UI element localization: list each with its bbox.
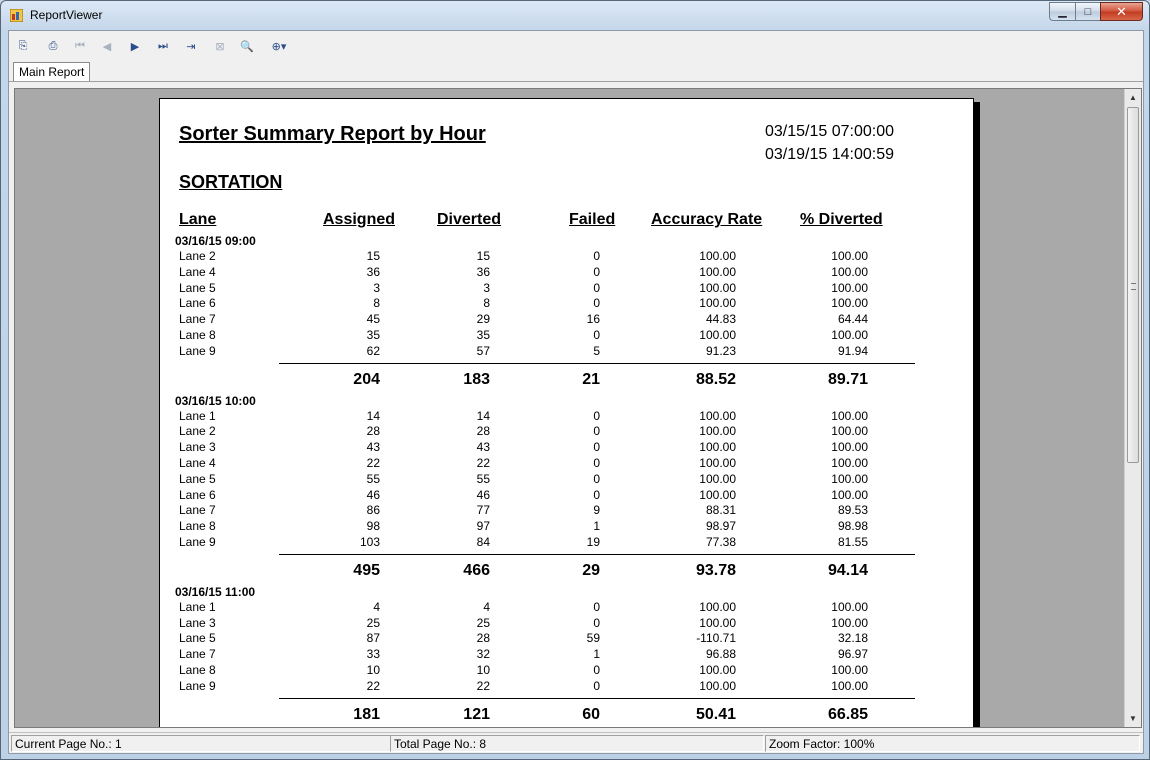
cell-pd: 100.00: [831, 471, 868, 486]
cell-lane: Lane 5: [179, 471, 216, 486]
cell-d: 10: [476, 663, 490, 677]
table-row: [160, 663, 975, 679]
cell-acc: -110.71: [696, 631, 736, 646]
cell-lane: Lane 9: [179, 535, 216, 549]
cell-a: 43: [366, 440, 380, 455]
column-header-pct-diverted: % Diverted: [800, 211, 883, 228]
cell-a: 46: [366, 487, 380, 502]
total-d: 121: [463, 705, 490, 723]
group-label: 03/16/15 10:00: [175, 393, 256, 408]
cell-pd: 96.97: [837, 647, 868, 662]
cell-acc: 100.00: [699, 328, 736, 342]
column-header-failed: Failed: [569, 211, 616, 228]
cell-acc: 100.00: [699, 296, 736, 311]
title-bar[interactable]: [1, 1, 1149, 29]
scrollbar-thumb[interactable]: [1127, 107, 1139, 463]
total-a: 495: [353, 561, 380, 579]
status-total-pages: Total Page No.: 8: [390, 735, 764, 752]
maximize-icon: □: [1084, 5, 1092, 18]
cell-pd: 100.00: [831, 456, 868, 470]
table-row: [160, 265, 975, 281]
cell-acc: 44.83: [705, 312, 736, 327]
total-d: 466: [463, 561, 490, 579]
total-f: 21: [582, 370, 600, 388]
cell-f: 0: [593, 456, 600, 470]
zoom-button[interactable]: [265, 37, 293, 55]
cell-f: 0: [593, 264, 600, 279]
window-title: ReportViewer: [30, 8, 103, 22]
cell-pd: 100.00: [831, 663, 868, 677]
cell-d: 29: [476, 312, 490, 327]
zoom-icon: ⊕▾: [271, 40, 287, 53]
column-header-lane: Lane: [179, 211, 217, 228]
cell-a: 86: [366, 503, 380, 518]
cell-a: 4: [373, 599, 380, 614]
minimize-button[interactable]: [1049, 2, 1075, 21]
cell-acc: 77.38: [705, 535, 736, 549]
column-header-accuracy-rate: Accuracy Rate: [651, 211, 763, 228]
cell-lane: Lane 6: [179, 296, 216, 311]
total-acc: 88.52: [695, 370, 736, 388]
table-row: [160, 249, 975, 265]
report-title: Sorter Summary Report by Hour: [179, 123, 486, 145]
status-bar: [9, 732, 1143, 753]
table-row: [160, 472, 975, 488]
table-row: [160, 535, 975, 551]
cell-acc: 100.00: [699, 264, 736, 279]
cell-f: 0: [593, 440, 600, 455]
cell-f: 1: [593, 519, 600, 534]
cell-acc: 100.00: [699, 280, 736, 295]
cell-acc: 96.88: [705, 647, 736, 662]
cell-d: 36: [476, 264, 490, 279]
cell-f: 0: [593, 328, 600, 342]
cell-a: 35: [366, 328, 380, 342]
table-row: [160, 488, 975, 504]
previous-page-button[interactable]: [97, 37, 117, 55]
cell-acc: 100.00: [699, 440, 736, 455]
cell-lane: Lane 1: [179, 599, 216, 614]
cell-pd: 100.00: [831, 264, 868, 279]
cell-acc: 100.00: [699, 424, 736, 439]
scroll-up-icon[interactable]: ▲: [1129, 93, 1137, 102]
cell-lane: Lane 8: [179, 519, 216, 534]
app-icon: [10, 9, 23, 22]
cell-a: 28: [366, 424, 380, 439]
section-heading: SORTATION: [179, 172, 283, 192]
cell-acc: 100.00: [699, 408, 736, 423]
cell-d: 77: [476, 503, 490, 518]
cell-d: 22: [476, 678, 490, 693]
cell-a: 55: [366, 471, 380, 486]
column-header-diverted: Diverted: [437, 211, 502, 228]
cell-d: 35: [476, 328, 490, 342]
total-acc: 93.78: [695, 561, 736, 579]
cell-lane: Lane 3: [179, 615, 216, 630]
cell-pd: 91.94: [837, 343, 868, 358]
cell-lane: Lane 5: [179, 631, 216, 646]
cell-d: 32: [476, 647, 490, 662]
table-row: [160, 519, 975, 535]
cell-a: 25: [366, 615, 380, 630]
cell-pd: 100.00: [831, 599, 868, 614]
group-total-row: [160, 706, 975, 726]
last-page-icon: ⏭: [158, 39, 168, 52]
cell-pd: 100.00: [831, 249, 868, 263]
cell-f: 0: [593, 663, 600, 677]
find-icon: 🔍: [240, 40, 254, 53]
table-row: [160, 503, 975, 519]
client-area: [8, 30, 1144, 754]
cell-pd: 100.00: [831, 678, 868, 693]
cell-lane: Lane 9: [179, 343, 216, 358]
tab-main-report[interactable]: Main Report: [13, 62, 90, 82]
goto-page-icon: ⇥: [186, 40, 196, 53]
cell-pd: 100.00: [831, 280, 868, 295]
cell-f: 59: [586, 631, 600, 646]
table-row: [160, 616, 975, 632]
cell-a: 22: [366, 678, 380, 693]
cell-acc: 88.31: [705, 503, 736, 518]
next-page-button[interactable]: [125, 37, 145, 55]
status-zoom-factor: Zoom Factor: 100%: [765, 735, 1140, 752]
report-date-to: 03/19/15 14:00:59: [764, 146, 894, 163]
cell-d: 14: [476, 408, 490, 423]
cell-f: 5: [593, 343, 600, 358]
cell-d: 46: [476, 487, 490, 502]
cell-d: 28: [476, 631, 490, 646]
table-row: [160, 600, 975, 616]
cell-pd: 100.00: [831, 440, 868, 455]
cell-f: 9: [593, 503, 600, 518]
total-a: 181: [353, 705, 380, 723]
cell-pd: 100.00: [831, 487, 868, 502]
cell-lane: Lane 3: [179, 440, 216, 455]
cell-d: 4: [483, 599, 490, 614]
cell-d: 8: [483, 296, 490, 311]
previous-page-icon: ◀: [102, 40, 112, 53]
cell-a: 10: [366, 663, 380, 677]
total-separator: [279, 698, 915, 699]
cell-lane: Lane 2: [179, 249, 216, 263]
cell-f: 0: [593, 249, 600, 263]
cell-lane: Lane 4: [179, 264, 216, 279]
cell-acc: 100.00: [699, 249, 736, 263]
cell-d: 84: [476, 535, 490, 549]
cell-pd: 64.44: [837, 312, 868, 327]
cell-f: 19: [586, 535, 600, 549]
cell-lane: Lane 4: [179, 456, 216, 470]
cell-pd: 81.55: [837, 535, 868, 549]
print-button[interactable]: [43, 37, 63, 55]
first-page-button[interactable]: [70, 37, 90, 55]
cell-a: 3: [373, 280, 380, 295]
table-row: [160, 679, 975, 695]
cell-f: 0: [593, 487, 600, 502]
group-total-row: [160, 562, 975, 582]
grip-icon: [1131, 283, 1136, 290]
report-date-from: 03/15/15 07:00:00: [764, 123, 894, 140]
cell-pd: 89.53: [837, 503, 868, 518]
total-separator: [279, 554, 915, 555]
cell-f: 0: [593, 280, 600, 295]
status-current-page: Current Page No.: 1: [11, 735, 391, 752]
cell-a: 14: [366, 408, 380, 423]
find-button[interactable]: [237, 37, 257, 55]
table-row: [160, 409, 975, 425]
table-row: [160, 456, 975, 472]
cell-lane: Lane 7: [179, 647, 216, 662]
table-row: [160, 440, 975, 456]
table-row: [160, 312, 975, 328]
window-controls: [1049, 2, 1143, 21]
close-button[interactable]: [1100, 2, 1143, 21]
cell-d: 15: [476, 249, 490, 263]
close-icon: ✕: [1116, 3, 1127, 19]
cell-lane: Lane 8: [179, 328, 216, 342]
total-d: 183: [463, 370, 490, 388]
cell-a: 87: [366, 631, 380, 646]
cell-acc: 100.00: [699, 471, 736, 486]
cell-lane: Lane 8: [179, 663, 216, 677]
group-label: 03/16/15 11:00: [175, 584, 256, 599]
close-report-icon: ⊠: [215, 40, 225, 53]
cell-f: 0: [593, 408, 600, 423]
cell-a: 62: [366, 343, 380, 358]
cell-a: 45: [366, 312, 380, 327]
cell-acc: 100.00: [699, 487, 736, 502]
cell-acc: 100.00: [699, 678, 736, 693]
cell-a: 15: [366, 249, 380, 263]
cell-acc: 100.00: [699, 599, 736, 614]
table-row: [160, 647, 975, 663]
table-row: [160, 631, 975, 647]
total-f: 29: [582, 561, 600, 579]
cell-acc: 100.00: [699, 615, 736, 630]
cell-d: 57: [476, 343, 490, 358]
print-icon: ⎙: [48, 39, 58, 52]
scroll-down-icon[interactable]: ▼: [1129, 714, 1137, 723]
export-button[interactable]: [13, 37, 33, 55]
total-a: 204: [353, 370, 380, 388]
cell-a: 33: [366, 647, 380, 662]
cell-pd: 98.98: [837, 519, 868, 534]
cell-lane: Lane 2: [179, 424, 216, 439]
cell-d: 55: [476, 471, 490, 486]
cell-f: 1: [593, 647, 600, 662]
cell-d: 22: [476, 456, 490, 470]
goto-page-button[interactable]: [181, 37, 201, 55]
table-row: [160, 281, 975, 297]
cell-acc: 100.00: [699, 663, 736, 677]
maximize-button[interactable]: [1075, 2, 1100, 21]
tab-strip-divider: [9, 81, 1143, 82]
cell-pd: 100.00: [831, 615, 868, 630]
cell-lane: Lane 9: [179, 678, 216, 693]
cell-acc: 91.23: [705, 343, 736, 358]
table-row: [160, 424, 975, 440]
next-page-icon: ▶: [130, 40, 140, 53]
cell-lane: Lane 7: [179, 312, 216, 327]
vertical-scrollbar[interactable]: [1124, 89, 1141, 727]
cell-d: 97: [476, 519, 490, 534]
first-page-icon: ⏮: [75, 39, 85, 52]
cell-acc: 98.97: [705, 519, 736, 534]
cell-a: 103: [359, 535, 380, 549]
cell-pd: 32.18: [837, 631, 868, 646]
cell-lane: Lane 7: [179, 503, 216, 518]
total-pd: 89.71: [827, 370, 868, 388]
minimize-icon: ▁: [1058, 6, 1067, 18]
cell-f: 0: [593, 471, 600, 486]
toolbar: [9, 31, 1143, 61]
cell-a: 98: [366, 519, 380, 534]
total-pd: 94.14: [827, 561, 868, 579]
cell-pd: 100.00: [831, 424, 868, 439]
total-separator: [279, 363, 915, 364]
table-row: [160, 296, 975, 312]
cell-f: 0: [593, 615, 600, 630]
cell-lane: Lane 6: [179, 487, 216, 502]
table-row: [160, 344, 975, 360]
cell-pd: 100.00: [831, 328, 868, 342]
total-f: 60: [582, 705, 600, 723]
cell-f: 0: [593, 424, 600, 439]
total-acc: 50.41: [695, 705, 736, 723]
cell-f: 0: [593, 599, 600, 614]
cell-pd: 100.00: [831, 296, 868, 311]
cell-a: 36: [366, 264, 380, 279]
column-header-assigned: Assigned: [323, 211, 396, 228]
cell-d: 43: [476, 440, 490, 455]
cell-pd: 100.00: [831, 408, 868, 423]
cell-lane: Lane 1: [179, 408, 216, 423]
cell-f: 0: [593, 296, 600, 311]
cell-d: 28: [476, 424, 490, 439]
export-icon: ⎘: [18, 39, 28, 52]
report-page: [159, 98, 974, 728]
report-viewer-pane[interactable]: [14, 88, 1142, 728]
cell-f: 0: [593, 678, 600, 693]
cell-d: 25: [476, 615, 490, 630]
cell-lane: Lane 5: [179, 280, 216, 295]
total-pd: 66.85: [827, 705, 868, 723]
close-report-button[interactable]: [210, 37, 230, 55]
cell-a: 8: [373, 296, 380, 311]
last-page-button[interactable]: [153, 37, 173, 55]
table-row: [160, 328, 975, 344]
group-label: 03/16/15 09:00: [175, 234, 256, 248]
cell-a: 22: [366, 456, 380, 470]
cell-f: 16: [586, 312, 600, 327]
cell-d: 3: [483, 280, 490, 295]
cell-acc: 100.00: [699, 456, 736, 470]
group-total-row: [160, 371, 975, 391]
